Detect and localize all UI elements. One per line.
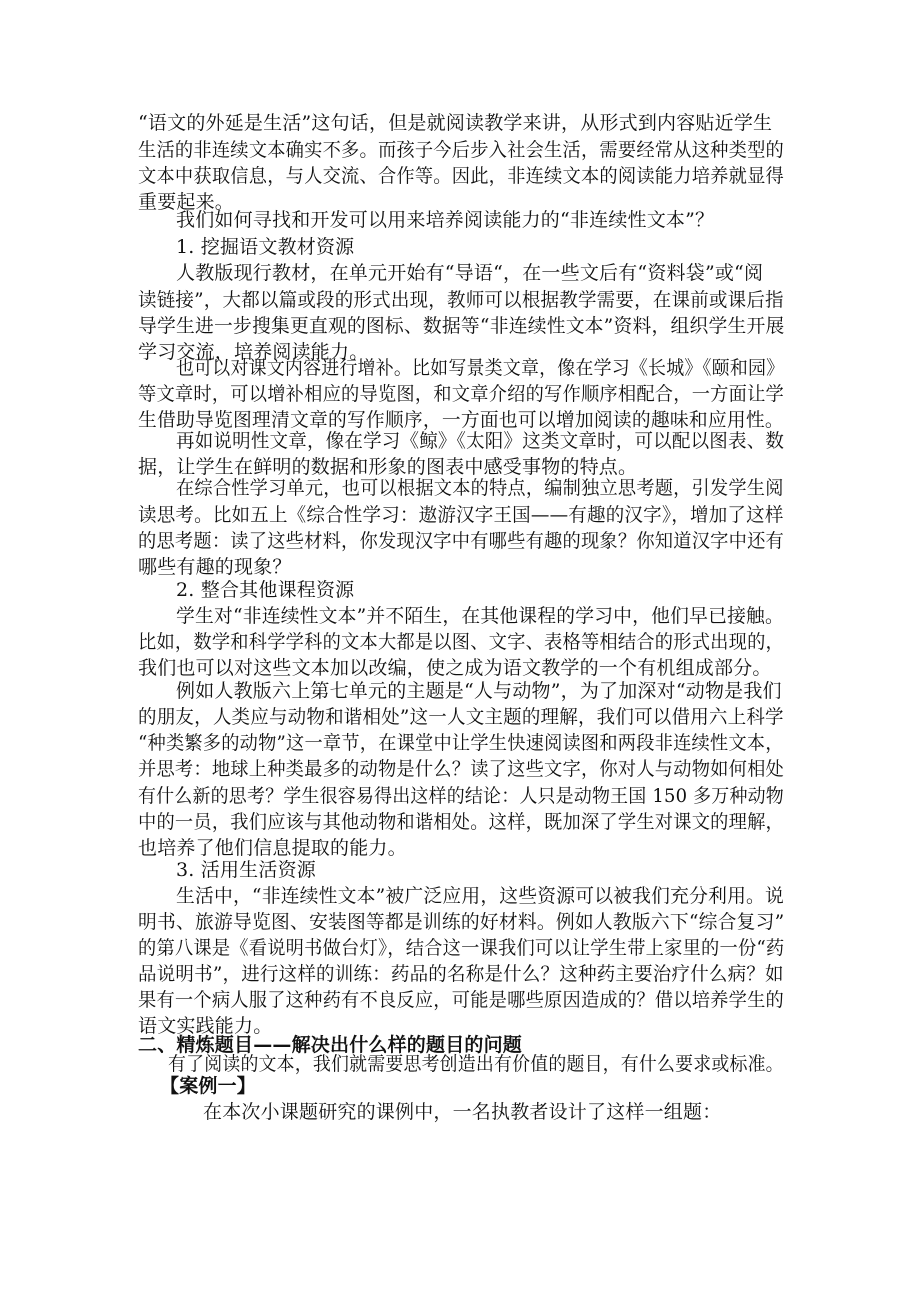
section-heading: 3. 活用生活资源 bbox=[176, 859, 316, 881]
text-line: 的思考题：读了这些材料，你发现汉字中有哪些有趣的现象？你知道汉字中还有 bbox=[138, 530, 785, 552]
text-line: 也可以对课文内容进行增补。比如写景类文章，像在学习《长城》《颐和园》 bbox=[176, 357, 785, 379]
text-line: “语文的外延是生活”这句话，但是就阅读教学来讲，从形式到内容贴近学生 bbox=[138, 112, 773, 134]
section-heading: 2. 整合其他课程资源 bbox=[176, 579, 355, 601]
text-line: 学习交流，培养阅读能力。 bbox=[138, 341, 369, 363]
section-heading: 1. 挖掘语文教材资源 bbox=[176, 236, 355, 258]
text-line: 有什么新的思考？学生很容易得出这样的结论：人只是动物王国 150 多万种动物 bbox=[138, 785, 784, 807]
text-line: 明书、旅游导览图、安装图等都是训练的好材料。例如人教版六下“综合复习” bbox=[138, 911, 785, 933]
text-line: “种类繁多的动物”这一章节，在课堂中让学生快速阅读图和两段非连续性文本， bbox=[138, 732, 784, 754]
text-line: 等文章时，可以增补相应的导览图，和文章介绍的写作顺序相配合，一方面让学 bbox=[138, 383, 785, 405]
text-line: 生活中，“非连续性文本”被广泛应用，这些资源可以被我们充分利用。说 bbox=[176, 885, 785, 907]
text-line: 中的一员，我们应该与其他动物和谐相处。这样，既加深了学生对课文的理解， bbox=[138, 811, 785, 833]
text-line: 再如说明性文章，像在学习《鲸》《太阳》这类文章时，可以配以图表、数 bbox=[176, 430, 785, 452]
text-line: 导学生进一步搜集更直观的图标、数据等“非连续性文本”资料，组织学生开展 bbox=[138, 315, 785, 337]
text-line: 读链接”，大都以篇或段的形式出现，教师可以根据教学需要，在课前或课后指 bbox=[138, 289, 784, 311]
text-line: 的第八课是《看说明书做台灯》，结合这一课我们可以让学生带上家里的一份“药 bbox=[138, 937, 785, 959]
text-line: 人教版现行教材，在单元开始有“导语“，在一些文后有“资料袋”或“阅 bbox=[176, 262, 764, 284]
text-line: 重要起来。 bbox=[138, 191, 235, 213]
text-line: 也培养了他们信息提取的能力。 bbox=[138, 837, 407, 859]
chapter-heading: 二、精炼题目——解决出什么样的题目的问题 bbox=[138, 1034, 523, 1056]
text-line: 据，让学生在鲜明的数据和形象的图表中感受事物的特点。 bbox=[138, 456, 638, 478]
text-line: 品说明书”，进行这样的训练：药品的名称是什么？这种药主要治疗什么病？如 bbox=[138, 963, 784, 985]
text-line: 在综合性学习单元，也可以根据文本的特点，编制独立思考题，引发学生阅 bbox=[176, 477, 784, 499]
text-line: 文本中获取信息，与人交流、合作等。因此，非连续文本的阅读能力培养就显得 bbox=[138, 165, 785, 187]
text-line: 并思考：地球上种类最多的动物是什么？读了这些文字，你对人与动物如何相处 bbox=[138, 758, 785, 780]
text-line: 哪些有趣的现象？ bbox=[138, 556, 292, 578]
text-line: 果有一个病人服了这种药有不良反应，可能是哪些原因造成的？借以培养学生的 bbox=[138, 989, 785, 1011]
text-line: 在本次小课题研究的课例中，一名执教者设计了这样一组题： bbox=[203, 1101, 722, 1123]
text-line: 语文实践能力。 bbox=[138, 1015, 273, 1037]
text-line: 我们也可以对这些文本加以改编，使之成为语文教学的一个有机组成部分。 bbox=[138, 657, 772, 679]
text-line: 读思考。比如五上《综合性学习：遨游汉字王国——有趣的汉字》，增加了这样 bbox=[138, 504, 784, 526]
text-line: 生借助导览图理清文章的写作顺序，一方面也可以增加阅读的趣味和应用性。 bbox=[138, 409, 784, 431]
text-line: 有了阅读的文本，我们就需要思考创造出有价值的题目，有什么要求或标准。 bbox=[168, 1053, 784, 1075]
text-line: 的朋友，人类应与动物和谐相处”这一人文主题的理解，我们可以借用六上科学 bbox=[138, 706, 784, 728]
text-line: 例如人教版六上第七单元的主题是“人与动物”，为了加深对“动物是我们 bbox=[176, 680, 782, 702]
text-line: 比如，数学和科学学科的文本大都是以图、文字、表格等相结合的形式出现的， bbox=[138, 631, 785, 653]
text-line: 我们如何寻找和开发可以用来培养阅读能力的“非连续性文本”？ bbox=[176, 209, 715, 231]
case-heading: 【案例一】 bbox=[160, 1075, 257, 1097]
text-line: 生活的非连续文本确实不多。而孩子今后步入社会生活，需要经常从这种类型的 bbox=[138, 139, 785, 161]
text-line: 学生对“非连续性文本”并不陌生，在其他课程的学习中，他们早已接触。 bbox=[176, 605, 785, 627]
